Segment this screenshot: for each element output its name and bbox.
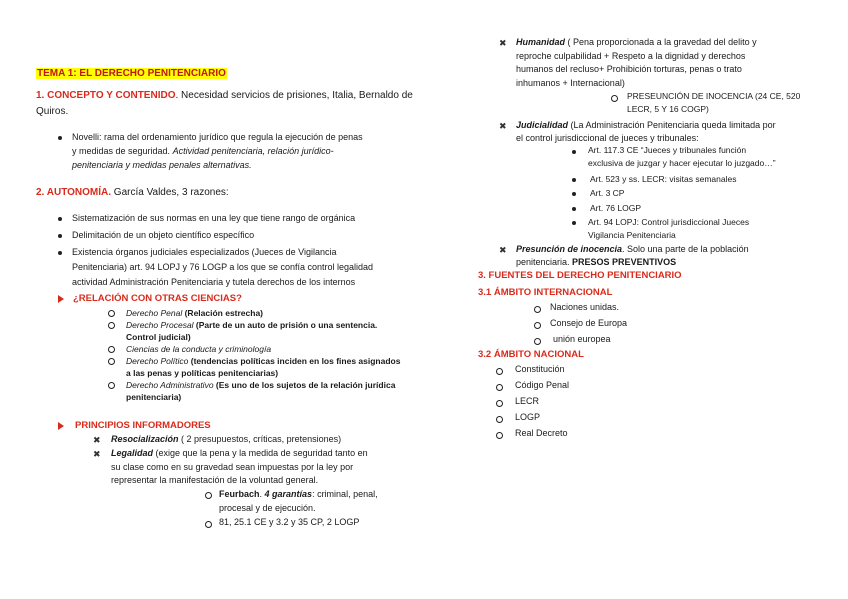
judicialidad-item-1-line-2: exclusiva de juzgar y hacer ejecutar lo juzgado…” bbox=[588, 158, 776, 168]
tema-highlight: TEMA 1: EL DERECHO PENITENCIARIO bbox=[37, 68, 226, 79]
judicialidad-item-5 bbox=[588, 216, 749, 242]
relacion-item-2 bbox=[108, 319, 408, 343]
nacional-item-2: Código Penal bbox=[515, 380, 570, 390]
relacion-item-1-it: Derecho Penal bbox=[126, 308, 183, 318]
autonomia-intro: García Valdes, 3 razones: bbox=[111, 187, 229, 198]
humanidad-line-1 bbox=[516, 36, 757, 50]
novelli-line-3: penitenciaria y medidas penales alternativas. bbox=[72, 160, 252, 170]
nacional-ring-icon-2 bbox=[496, 384, 503, 391]
feurbach-line-1 bbox=[219, 487, 378, 501]
humanidad-x-icon: ✖ bbox=[499, 38, 507, 48]
relacion-ring-icon bbox=[108, 310, 115, 317]
nacional-ring-icon-5 bbox=[496, 432, 503, 439]
presuncion-x-icon: ✖ bbox=[499, 245, 507, 255]
relacion-item-1-text bbox=[126, 307, 263, 319]
judicialidad-item-1-line-1: Art. 117.3 CE “Jueces y tribunales función bbox=[588, 145, 747, 155]
legalidad-label: Legalidad bbox=[111, 448, 154, 458]
relacion-item-2-text bbox=[126, 319, 377, 343]
legalidad-line-1 bbox=[111, 447, 368, 461]
judicialidad-bullet-2 bbox=[572, 178, 576, 182]
judicialidad-item-5-line-2: Vigilancia Penitenciaria bbox=[588, 230, 676, 240]
relacion-item-1 bbox=[108, 307, 408, 319]
humanidad-line-4: inhumanos + Internacional) bbox=[516, 77, 625, 88]
autonomia-item-3-line-3: actividad Administración Penitenciaria y tutela derechos de los internos bbox=[72, 277, 356, 287]
relacion-item-4 bbox=[108, 355, 408, 379]
feurbach-garantias: 4 garantías bbox=[264, 489, 313, 499]
autonomia-item-1: Sistematización de sus normas en una ley que tiene rango de orgánica bbox=[72, 213, 356, 223]
nacional-item-3: LECR bbox=[515, 396, 540, 406]
autonomia-bullet-3 bbox=[58, 251, 62, 255]
resocializacion-line bbox=[111, 433, 341, 446]
relacion-ring-icon bbox=[108, 382, 115, 389]
relacion-item-4-b1: (tendencias políticas inciden en los fines asignados bbox=[188, 356, 401, 366]
autonomia-bullet-1 bbox=[58, 217, 62, 221]
resocializacion-text: ( 2 presupuestos, críticas, pretensiones) bbox=[178, 434, 342, 444]
humanidad-label: Humanidad bbox=[516, 37, 566, 47]
presuncion-sub-line-1: PRESEUNCIÓN DE INOCENCIA (24 CE, 520 bbox=[627, 91, 801, 101]
legalidad-block bbox=[111, 447, 368, 488]
judicialidad-item-5-line-1: Art. 94 LOPJ: Control jurisdiccional Jueces bbox=[588, 217, 750, 227]
nacional-item-4: LOGP bbox=[515, 412, 541, 422]
presuncion-line-1 bbox=[516, 243, 749, 256]
autonomia-bullet-2 bbox=[58, 234, 62, 238]
novelli-bullet bbox=[58, 136, 62, 140]
feurbach-ring-icon bbox=[205, 492, 212, 499]
novelli-line-2a: y medidas de seguridad. bbox=[72, 146, 173, 156]
tema-title bbox=[36, 63, 227, 81]
humanidad-text-1: ( Pena proporcionada a la gravedad del delito y bbox=[565, 37, 757, 47]
relacion-ring-icon bbox=[108, 322, 115, 329]
novelli-line-2 bbox=[72, 144, 412, 158]
relacion-list bbox=[108, 307, 408, 403]
arts-line: 81, 25.1 CE y 3.2 y 35 CP, 2 LOGP bbox=[219, 517, 360, 527]
judicialidad-item-2: Art. 523 y ss. LECR: visitas semanales bbox=[590, 174, 737, 184]
internacional-ring-icon-1 bbox=[534, 306, 541, 313]
relacion-item-2-b1: (Parte de un auto de prisión o una sentencia. bbox=[193, 320, 378, 330]
feurbach-text-1: : criminal, penal, bbox=[312, 489, 378, 499]
arts-ring-icon bbox=[205, 521, 212, 528]
relacion-item-1-b: (Relación estrecha) bbox=[182, 308, 264, 318]
concepto-heading: 1. CONCEPTO Y CONTENIDO bbox=[36, 90, 176, 101]
principios-heading: PRINCIPIOS INFORMADORES bbox=[75, 420, 211, 431]
relacion-item-5-text bbox=[126, 379, 395, 403]
relacion-item-5-it: Derecho Administrativo bbox=[126, 380, 214, 390]
legalidad-x-icon: ✖ bbox=[93, 449, 101, 459]
presuncion-sub-ring-icon bbox=[611, 95, 618, 102]
legalidad-line-3: representar la manifestación de la voluntad general. bbox=[111, 475, 319, 485]
autonomia-item-2: Delimitación de un objeto científico específico bbox=[72, 230, 255, 240]
autonomia-item-3-line-2: Penitenciaria) art. 94 LOPJ y 76 LOGP a los que se confía control legalidad bbox=[72, 262, 374, 272]
concepto-intro-1: . Necesidad servicios de prisiones, Italia, Bernaldo de bbox=[175, 90, 413, 101]
judicialidad-item-1 bbox=[588, 144, 776, 170]
nacional-heading: 3.2 ÁMBITO NACIONAL bbox=[478, 349, 584, 360]
presuncion-block bbox=[516, 243, 749, 269]
judicialidad-item-3: Art. 3 CP bbox=[590, 188, 625, 198]
relacion-item-5-b1: (Es uno de los sujetos de la relación jurídica bbox=[213, 380, 396, 390]
relacion-item-5-b2: penitenciaria) bbox=[126, 392, 182, 402]
relacion-item-4-text bbox=[126, 355, 400, 379]
concepto-line-1 bbox=[36, 88, 413, 103]
presuncion-text-2: penitenciaria. bbox=[516, 257, 573, 267]
internacional-item-3: unión europea bbox=[553, 334, 611, 344]
judicialidad-bullet-4 bbox=[572, 207, 576, 211]
relacion-item-4-b2: a las penas y políticas penitenciarias) bbox=[126, 368, 279, 378]
relacion-heading: ¿RELACIÓN CON OTRAS CIENCIAS? bbox=[73, 293, 242, 304]
presuncion-sub-line-2: LECR, 5 Y 16 COGP) bbox=[627, 104, 709, 114]
relacion-item-3 bbox=[108, 343, 408, 355]
humanidad-block bbox=[516, 36, 757, 90]
internacional-heading: 3.1 ÁMBITO INTERNACIONAL bbox=[478, 287, 613, 298]
relacion-item-5 bbox=[108, 379, 408, 403]
feurbach-name: Feurbach bbox=[219, 489, 260, 499]
judicialidad-bullet-3 bbox=[572, 192, 576, 196]
judicialidad-item-4: Art. 76 LOGP bbox=[590, 203, 642, 213]
relacion-ring-icon bbox=[108, 346, 115, 353]
judicialidad-text-1: (La Administración Penitenciaria queda limitada por bbox=[568, 120, 776, 130]
autonomia-heading: 2. AUTONOMÍA. bbox=[36, 187, 112, 198]
nacional-ring-icon-1 bbox=[496, 368, 503, 375]
internacional-item-2: Consejo de Europa bbox=[550, 318, 628, 328]
autonomia-item-3 bbox=[72, 245, 373, 290]
relacion-arrow-icon bbox=[58, 295, 64, 303]
judicialidad-x-icon: ✖ bbox=[499, 121, 507, 131]
presuncion-text-1: . Solo una parte de la población bbox=[622, 244, 749, 254]
relacion-item-2-b2: Control judicial) bbox=[126, 332, 191, 342]
humanidad-line-2: reproche culpabilidad + Respeto a la dignidad y derechos bbox=[516, 50, 746, 61]
judicialidad-bullet-1 bbox=[572, 150, 576, 154]
concepto-line-2: Quiros. bbox=[36, 106, 69, 117]
judicialidad-line-2: el control jurisdiccional de jueces y tribunales: bbox=[516, 133, 699, 143]
novelli-line-2b: Actividad penitenciaria, relación jurídico- bbox=[172, 146, 334, 156]
autonomia-item-3-line-1: Existencia órganos judiciales especializados (Jueces de Vigilancia bbox=[72, 247, 337, 257]
judicialidad-block bbox=[516, 119, 776, 145]
autonomia-line bbox=[36, 185, 229, 200]
presuncion-label: Presunción de inocencia bbox=[516, 244, 623, 254]
resocializacion-label: Resocialización bbox=[111, 434, 179, 444]
relacion-item-4-it: Derecho Político bbox=[126, 356, 189, 366]
presuncion-line-2 bbox=[516, 256, 749, 269]
novelli-line-1: Novelli: rama del ordenamiento jurídico que regula la ejecución de penas bbox=[72, 132, 363, 142]
resocializacion-x-icon: ✖ bbox=[93, 435, 101, 445]
feurbach-dot: . bbox=[259, 489, 265, 499]
internacional-ring-icon-3 bbox=[534, 338, 541, 345]
principios-arrow-icon bbox=[58, 422, 64, 430]
nacional-ring-icon-3 bbox=[496, 400, 503, 407]
presuncion-sub-block bbox=[627, 90, 800, 116]
nacional-item-5: Real Decreto bbox=[515, 428, 568, 438]
relacion-ring-icon bbox=[108, 358, 115, 365]
novelli-block bbox=[72, 130, 412, 172]
relacion-item-2-it: Derecho Procesal bbox=[126, 320, 194, 330]
judicialidad-label: Judicialidad bbox=[516, 120, 569, 130]
internacional-item-1: Naciones unidas. bbox=[550, 302, 620, 312]
relacion-item-3-text: Ciencias de la conducta y criminología bbox=[126, 344, 272, 354]
legalidad-line-2: su clase como en su gravedad sean impuestas por la ley por bbox=[111, 461, 354, 472]
judicialidad-line-1 bbox=[516, 119, 776, 132]
humanidad-line-3: humanos del recluso+ Prohibición torturas, penas o trato bbox=[516, 64, 742, 74]
presos-preventivos: PRESOS PREVENTIVOS bbox=[572, 257, 677, 267]
fuentes-heading: 3. FUENTES DEL DERECHO PENITENCIARIO bbox=[478, 270, 682, 281]
feurbach-line-2: procesal y de ejecución. bbox=[219, 503, 316, 513]
nacional-item-1: Constitución bbox=[515, 364, 565, 374]
judicialidad-bullet-5 bbox=[572, 221, 576, 225]
nacional-ring-icon-4 bbox=[496, 416, 503, 423]
legalidad-text-1: (exige que la pena y la medida de seguridad tanto en bbox=[153, 448, 368, 458]
feurbach-block bbox=[219, 487, 378, 515]
internacional-ring-icon-2 bbox=[534, 322, 541, 329]
